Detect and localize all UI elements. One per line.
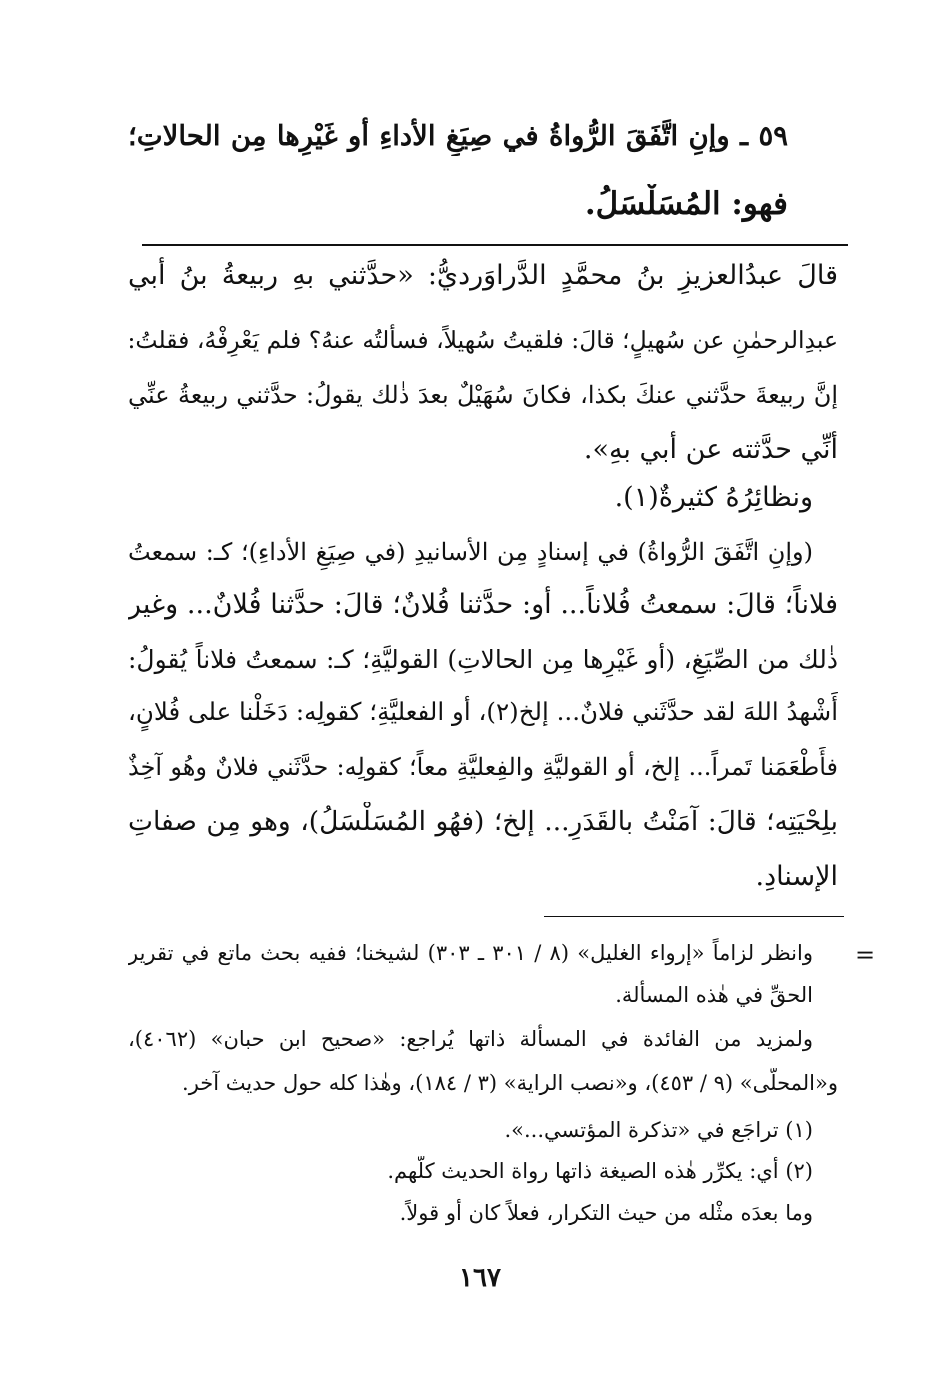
section-heading-line-1: ٥٩ ـ وإنِ اتَّفَقَ الرُّواةُ في صِيَغِ الأداءِ أو غَيْرِها مِن الحالاتِ؛	[128, 120, 788, 152]
footnote-line: الحقِّ في هٰذه المسألة.	[615, 983, 813, 1007]
footnote-continuation-mark: =	[855, 941, 876, 969]
page-number: ١٦٧	[459, 1263, 501, 1293]
footnote-line: و«المحلَّى» (٩ / ٤٥٣)، و«نصب الراية» (٣ / ١٨٤)، وهٰذا كله حول حديث آخر.	[182, 1071, 838, 1095]
body-line: أنِّي حدَّثته عن أبي بهِ».	[583, 434, 838, 465]
heading-divider	[142, 244, 848, 246]
section-heading-line-2: فهو: المُسَلْسَلُ.	[584, 186, 788, 222]
body-line: الإسنادِ.	[755, 861, 838, 892]
body-line: (وإنِ اتَّفَقَ الرُّواةُ) في إسنادٍ مِن الأسانيدِ (في صِيَغِ الأداءِ)؛ كـ: سمعتُ	[128, 538, 813, 566]
footnote-line: وانظر لزاماً «إرواء الغليل» (٨ / ٣٠١ ـ ٣٠٣) لشيخنا؛ ففيه بحث ماتع في تقرير	[128, 941, 813, 965]
body-line: فلاناً؛ قالَ: سمعتُ فُلاناً... أو: حدَّثنا فُلانٌ؛ قالَ: حدَّثنا فُلانٌ... وغير	[128, 589, 838, 620]
body-line: قالَ عبدُالعزيزِ بنُ محمَّدٍ الدَّراوَرديُّ: «حدَّثني بهِ ربيعةُ بنُ أبي	[128, 260, 838, 291]
body-line: بلِحْيَتِه؛ قالَ: آمَنْتُ بالقَدَرِ... إلخ؛ (فهُو المُسَلْسَلُ)، وهو مِن صفاتِ	[128, 806, 838, 837]
body-line: ذٰلك من الصِّيَغِ، (أو غَيْرِها مِن الحالاتِ) القوليَّةِ؛ كـ: سمعتُ فلاناً يُقولُ:	[128, 645, 838, 674]
footnote-divider	[544, 916, 844, 917]
body-line: إنَّ ربيعةَ حدَّثني عنكَ بكذا، فكانَ سُهَيْلٌ بعدَ ذٰلك يقولُ: حدَّثني ربيعةُ عنِّي	[128, 381, 838, 409]
footnote-line: وما بعدَه مثْله من حيث التكرار، فعلاً كان أو قولاً.	[399, 1201, 813, 1225]
body-line: فأَطْعَمَنا تَمراً... إلخ، أو القوليَّةِ والفِعليَّةِ معاً؛ كقولِه: حدَّثَني فلانٌ وهُو آخِذٌ	[128, 753, 838, 781]
body-line: أَشْهدُ اللهَ لقد حدَّثَني فلانٌ... إلخ(٢)، أو الفعليَّةِ؛ كقولِه: دَخَلْنا على فُلانٍ،	[128, 697, 838, 726]
footnote-line: (١) تراجَع في «تذكرة المؤتسي...».	[504, 1118, 813, 1142]
footnote-line: (٢) أي: يكرِّر هٰذه الصيغة ذاتها رواة الحديث كلُّهم.	[387, 1159, 813, 1183]
body-line: ونظائِرُهُ كثيرةٌ(١).	[614, 482, 813, 513]
footnote-line: ولمزيد من الفائدة في المسألة ذاتها يُراجع: «صحيح ابن حبان» (٤٠٦٢)،	[128, 1027, 813, 1051]
body-line: عبدِالرحمٰنِ عن سُهيلٍ؛ قالَ: فلقيتُ سُهيلاً، فسألتُه عنهُ؟ فلم يَعْرِفْهُ، فقلتُ:	[128, 326, 838, 354]
